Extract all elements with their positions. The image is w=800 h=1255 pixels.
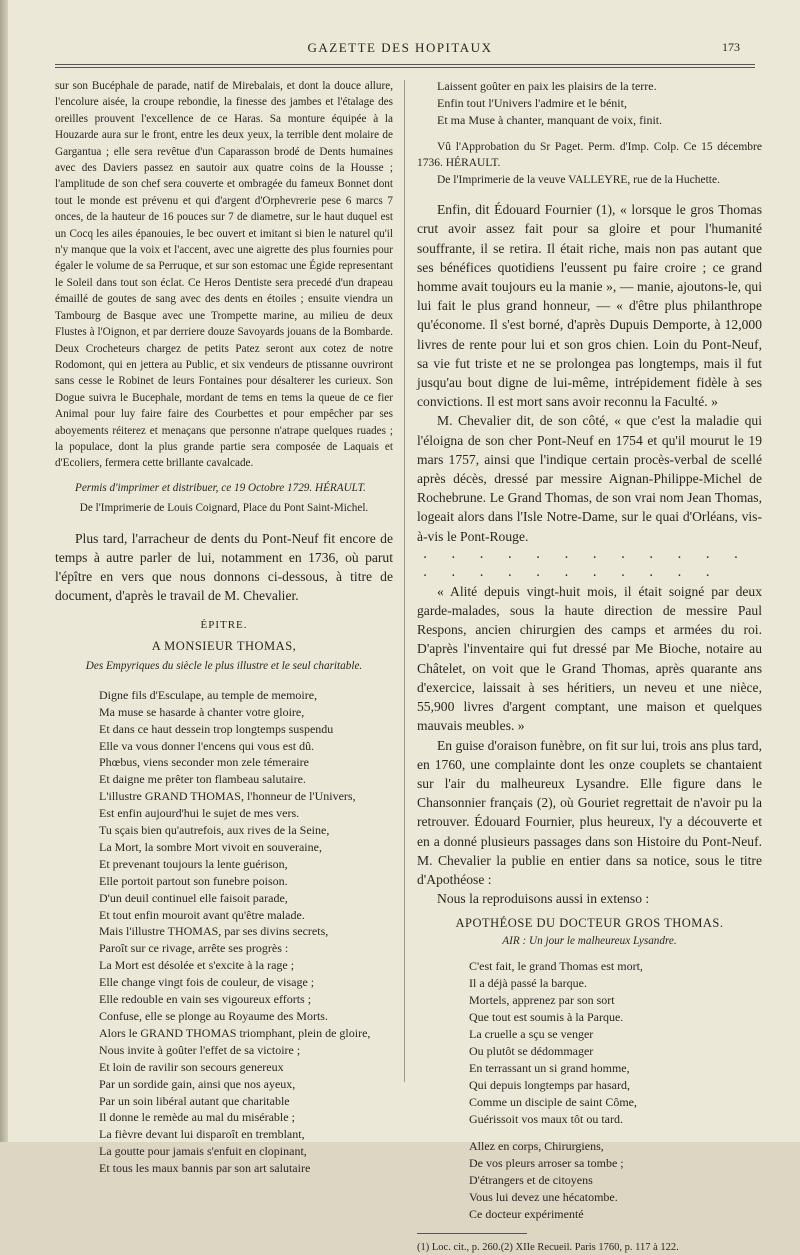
apotheose-air: AIR : Un jour le malheureux Lysandre.: [502, 935, 677, 948]
verse-line: Phœbus, viens seconder mon zele témeraire: [99, 755, 309, 770]
verse-line: En terrassant un si grand homme,: [469, 1060, 630, 1075]
verse-line: D'étrangers et de citoyens: [469, 1172, 593, 1187]
verse-line: La goutte pour jamais s'enfuit en clopinant,: [99, 1144, 307, 1159]
verse-line: Laissent goûter en paix les plaisirs de la terre.: [437, 79, 657, 93]
verse-line: Guérissoit vos maux tôt ou tard.: [469, 1111, 623, 1126]
footnote: (2) XIIe Recueil. Paris 1760, p. 117 à 122.: [500, 1241, 679, 1253]
paragraph-reproduction: Nous la reproduisons aussi in extenso :: [437, 891, 650, 907]
verse-line: Et tout enfin mouroit avant qu'être malade.: [99, 907, 305, 922]
intro-paragraph: Plus tard, l'arracheur de dents du Pont-Neuf fit encore de temps à autre parler de lui, notamment en 1736, où parut l'épître en vers que nous donnons ci-dessous, à titre de document, d'après le travail de M. Chevalier.: [55, 530, 393, 604]
verse-line: Et tous les maux bannis par son art salutaire: [99, 1161, 311, 1176]
verse-line: Enfin tout l'Univers l'admire et le bénit,: [437, 96, 627, 110]
verse-line: Est enfin aujourd'hui le sujet de mes vers.: [99, 806, 300, 821]
verse-line: De vos pleurs arroser sa tombe ;: [469, 1155, 624, 1170]
verse-line: Et loin de ravilir son secours genereux: [99, 1059, 284, 1074]
verse-line: Qui depuis longtemps par hasard,: [469, 1077, 630, 1092]
epitre-heading: ÉPITRE.: [200, 619, 248, 632]
verse-line: Par un sordide gain, ainsi que nos ayeux,: [99, 1076, 296, 1091]
verse-line: Il donne le remède au mal du misérable ;: [99, 1110, 295, 1125]
verse-line: Comme un disciple de saint Côme,: [469, 1094, 637, 1109]
apotheose-title: APOTHÉOSE DU DOCTEUR GROS THOMAS.: [455, 916, 724, 931]
apotheose-stanza-2: [417, 1138, 762, 1223]
footnote: (1) Loc. cit., p. 260.: [417, 1241, 501, 1253]
journal-title: GAZETTE DES HOPITAUX: [307, 40, 493, 55]
imprimerie-valleyre: De l'Imprimerie de la veuve VALLEYRE, rue de la Huchette.: [437, 173, 720, 186]
page-header: [50, 40, 750, 60]
verse-line: Ce docteur expérimenté: [469, 1206, 584, 1221]
verse-line: Vous lui devez une hécatombe.: [469, 1189, 618, 1204]
verse-line: Digne fils d'Esculape, au temple de memoire,: [99, 687, 318, 702]
imprimerie-coignard: De l'Imprimerie de Louis Coignard, Place du Pont Saint-Michel.: [79, 502, 369, 515]
verse-line: Mais l'illustre THOMAS, par ses divins secrets,: [99, 924, 329, 939]
epitre-verse-end: [417, 78, 762, 129]
verse-line: Tu sçais bien qu'autrefois, aux rives de la Seine,: [99, 823, 330, 838]
verse-line: La cruelle a sçu se venger: [469, 1026, 594, 1041]
verse-line: Alors le GRAND THOMAS triomphant, plein de gloire,: [99, 1025, 371, 1040]
verse-line: Mortels, apprenez par son sort: [469, 992, 615, 1007]
left-column: [55, 74, 393, 1177]
verse-line: L'illustre GRAND THOMAS, l'honneur de l'Univers,: [99, 789, 356, 804]
ellipsis-dots: . . . . . . . . . . . . . . . . . . . . . . .: [423, 546, 749, 580]
page-number: 173: [722, 40, 740, 54]
header-rule-top: [55, 64, 755, 65]
verse-line: Elle change vingt fois de couleur, de visage ;: [99, 975, 315, 990]
epitre-addressee: A MONSIEUR THOMAS,: [151, 639, 297, 654]
verse-line: Et prevenant toujours la lente guérison,: [99, 856, 288, 871]
permis-imprimer: Permis d'imprimer et distribuer, ce 19 Octobre 1729. HÉRAULT.: [75, 481, 366, 494]
column-divider: [404, 80, 405, 1082]
paragraph-fournier: Enfin, dit Édouard Fournier (1), « lorsque le gros Thomas crut avoir assez fait pour sa gloire et pour l'humanité souffrante, il se retira. Il était riche, mais non pas autant que ses bénéfices quotidiens l'eussent pu faire croire ; ce grand homme avait toujours eu la manie », — manie, ajoutons-le, qui lui fait le plus grand honneur, — « d'être plus philanthrope qu'économe. Il s'est borné, d'après Dupuis Demporte, à 12,000 livres de rente pour lui et son gros chien. Loin du Pont-Neuf, sa vie fut triste et ne se prolongea pas longtemps, mais il fut jusqu'au bout digne de lui-même, intrépidement fidèle à ses convictions. Il est mort sans avoir reconnu la Faculté. »: [417, 202, 762, 410]
verse-line: Elle portoit partout son funebre poison.: [99, 873, 288, 888]
verse-line: Il a déjà passé la barque.: [469, 975, 587, 990]
verse-line: Que tout est soumis à la Parque.: [469, 1009, 624, 1024]
verse-line: Allez en corps, Chirurgiens,: [469, 1138, 604, 1153]
paragraph-complainte: En guise d'oraison funèbre, on fit sur lui, trois ans plus tard, en 1760, une complainte dont les onze couplets se chantaient sur l'air du malheureux Lysandre. Elle figure dans le Chansonnier français (2), où Gouriet regrettait de n'avoir pu la retrouver. Édouard Fournier, plus heureux, l'y a découverte et en a donné plusieurs passages dans son Histoire du Pont-Neuf. M. Chevalier la publie en entier dans sa notice, sous le titre d'Apothéose :: [417, 737, 762, 887]
verse-line: C'est fait, le grand Thomas est mort,: [469, 958, 643, 973]
verse-line: La Mort, la sombre Mort vivoit en souveraine,: [99, 839, 322, 854]
verse-line: Ou plutôt se dédommager: [469, 1043, 594, 1058]
parade-description: sur son Bucéphale de parade, natif de Mirebalais, et dont la douce allure, l'encolure aisée, la croupe rebondie, la finesse des jambes et l'étalage des oreilles prouvent l'excellence de ce Haras. Sa monture équipée à la Houzarde aura sur le front, entre les deux yeux, la terrible dent molaire de Gargantua ; elle sera revêtue d'un Caparasson brodé de Dents humaines avec des Daviers passez en sautoir aux quatre coins de la Housse ; l'amplitude de son chef sera couverte et ombragée du fameux Bonnet dont tout le monde est prévenu et qui d'argent d'Orphevrerie pese 6 marcs 7 onces, de la hauteur de 16 pouces sur 7 de diametre, sur le haut duquel est un Cocq les ailes épanouies, le bec ouvert et imitant si bien le naturel qu'il n'y manque que la voix et l'accent, avec une aigrette des plus fournies pour égaler le volume de sa Perruque, et sur son estomac une Égide representant le Soleil dans tout son éclat. Ce Heros Dentiste sera precedé d'un drapeau émaillé de goutes de sang avec des dents en étoiles ; ensuite viendra un Tambourg de Basque avec une Trompette marine, au milieu de deux Flustes à l'Oignon, et par derriere douze Savoyards jouans de la Bombarde. Deux Crocheteurs chargez de petits Patez seront aux cotez de notre Rodomont, qui en jettera au Public, et six vendeurs de ptissanne ouvriront sans cesse le Robinet de leurs Fontaines pour désalterer les curieux. Son Dogue suivra le Bucephale, mordant de tems en tems la queue de ce fier Animal pour luy faire faire des Courbettes et pour empêcher par ses aboyements réiterez et menaçans que personne n'atrape quelques ruades ; la populace, dont la plus grande partie sera composée de Laquais et d'Ecoliers, fermera cette brillante cavalcade.: [55, 80, 393, 470]
footnote-rule: [417, 1233, 527, 1234]
verse-line: D'un deuil continuel elle faisoit parade,: [99, 890, 288, 905]
verse-line: Elle redouble en vain ses vigoureux efforts ;: [99, 992, 312, 1007]
verse-line: Et dans ce haut dessein trop longtemps suspendu: [99, 721, 334, 736]
epitre-verse: [55, 687, 393, 1177]
epitre-subtitle: Des Empyriques du siècle le plus illustre et le seul charitable.: [85, 660, 363, 673]
paragraph-chevalier: M. Chevalier dit, de son côté, « que c'est la maladie qui l'éloigna de son cher Pont-Neuf en 1754 et qu'il mourut le 19 mars 1757, ainsi que l'indique certain procès-verbal de scellé après décès, dressé par messire Aignan-Philippe-Michel de Rochebrune. Le Grand Thomas, de son vrai nom Jean Thomas, logeait alors dans l'Isle Notre-Dame, sur le quai d'Orléans, vis-à-vis le Pont-Rouge.: [417, 413, 762, 544]
verse-line: Confuse, elle se plonge au Royaume des Morts.: [99, 1009, 328, 1023]
verse-line: La fièvre devant lui disparoît en tremblant,: [99, 1127, 305, 1142]
right-column: [417, 74, 762, 1255]
apotheose-stanza-1: [417, 958, 762, 1128]
verse-line: Ma muse se hasarde à chanter votre gloire,: [99, 704, 305, 719]
verse-line: Par un soin libéral autant que charitable: [99, 1093, 290, 1108]
verse-line: Et ma Muse à chanter, manquant de voix, finit.: [437, 113, 663, 127]
verse-line: La Mort est désolée et s'excite à la rage ;: [99, 958, 295, 973]
paragraph-inventaire: « Alité depuis vingt-huit mois, il était soigné par deux garde-malades, sous la haute direction de messire Paul Respons, ancien chirurgien des camps et armées du roi. D'après l'inventaire qui fut dressé par Me Bioche, notaire au Châtelet, on voit que le Grand Thomas, après quarante ans d'exercice, laissait à ses héritiers, un neveu et une nièce, 55,900 livres d'argent comptant, une maison et quelques mauvais meubles. »: [417, 583, 762, 734]
verse-line: Paroît sur ce rivage, arrête ses progrès :: [99, 941, 289, 956]
footnotes: [417, 1240, 762, 1255]
verse-line: Et daigne me prêter ton flambeau salutaire.: [99, 772, 306, 787]
header-rule-bottom: [55, 67, 755, 68]
verse-line: Elle va vous donner l'encens qui vous est dû.: [99, 738, 315, 753]
approbation: Vû l'Approbation du Sr Paget. Perm. d'Imp. Colp. Ce 15 décembre 1736. HÉRAULT.: [417, 141, 762, 170]
page-spine: [0, 0, 8, 1142]
verse-line: Nous invite à goûter l'effet de sa victoire ;: [99, 1042, 301, 1057]
